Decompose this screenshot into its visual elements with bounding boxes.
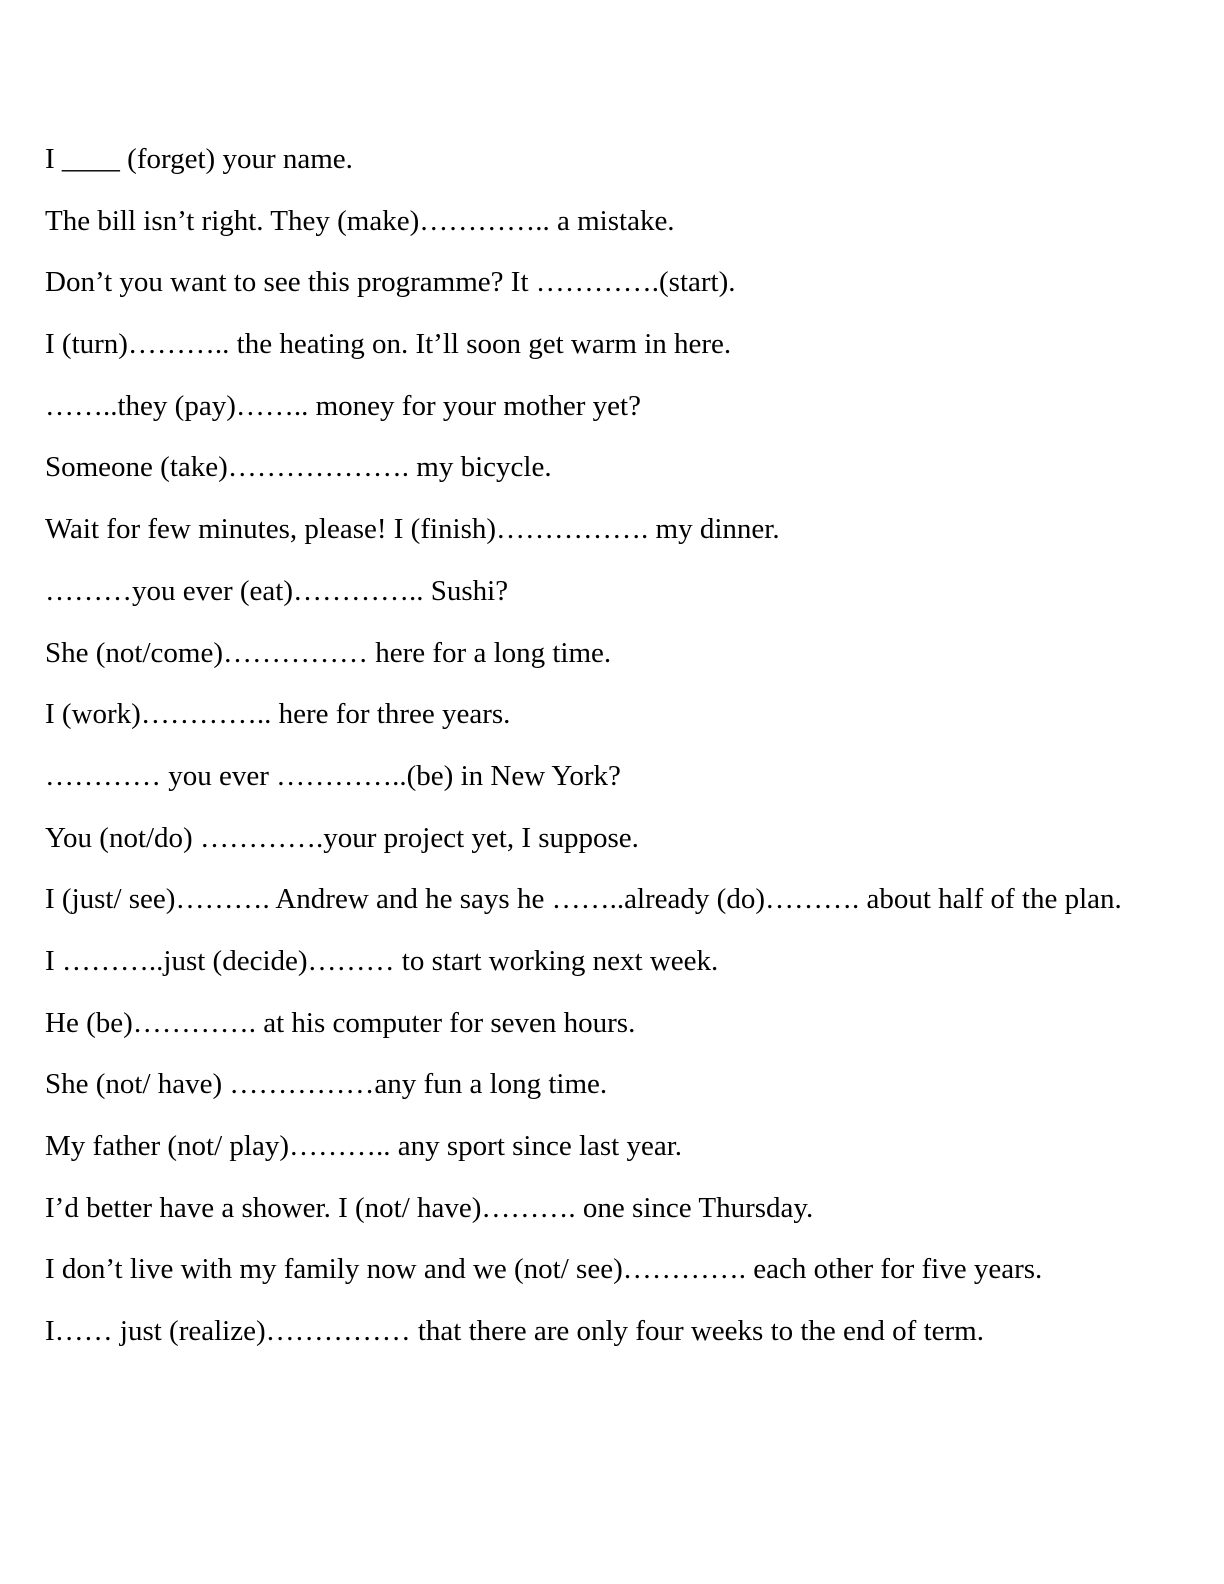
exercise-list [45,138,1155,1372]
exercise-sentence-6: Someone (take)………………. my bicycle. [45,451,552,484]
exercise-sentence-3: Don’t you want to see this programme? It ………….(start). [45,266,736,299]
exercise-sentence-11: ………… you ever …………..(be) in New York? [45,759,621,792]
exercise-sentence-9: She (not/come)…………… here for a long time. [45,636,612,669]
exercise-sentence-10: I (work)………….. here for three years. [45,698,511,731]
exercise-sentence-1: I ____ (forget) your name. [45,143,353,175]
exercise-sentence-12: You (not/do) ………….your project yet, I suppose. [45,821,639,854]
exercise-sentence-19: I don’t live with my family now and we (not/ see)…………. each other for five years. [45,1253,1043,1286]
exercise-sentence-20: I…… just (realize)…………… that there are only four weeks to the end of term. [45,1315,984,1348]
exercise-sentence-4: I (turn)……….. the heating on. It’ll soon get warm in here. [45,328,732,361]
exercise-sentence-15: He (be)…………. at his computer for seven hours. [45,1006,636,1039]
exercise-sentence-5: ……..they (pay)…….. money for your mother yet? [45,389,641,422]
exercise-sentence-17: My father (not/ play)……….. any sport since last year. [45,1130,683,1162]
exercise-sentence-16: She (not/ have) ……………any fun a long time. [45,1068,608,1101]
exercise-sentence-14: I ………..just (decide)……… to start working next week. [45,944,719,977]
exercise-sentence-13: I (just/ see)………. Andrew and he says he ……..already (do)………. about half of the plan. [45,883,1122,916]
exercise-sentence-18: I’d better have a shower. I (not/ have)………. one since Thursday. [45,1191,814,1224]
exercise-sentence-8: ………you ever (eat)………….. Sushi? [45,574,509,607]
exercise-sentence-7: Wait for few minutes, please! I (finish)……………. my dinner. [45,513,780,546]
exercise-sentence-2: The bill isn’t right. They (make)………….. a mistake. [45,204,675,237]
